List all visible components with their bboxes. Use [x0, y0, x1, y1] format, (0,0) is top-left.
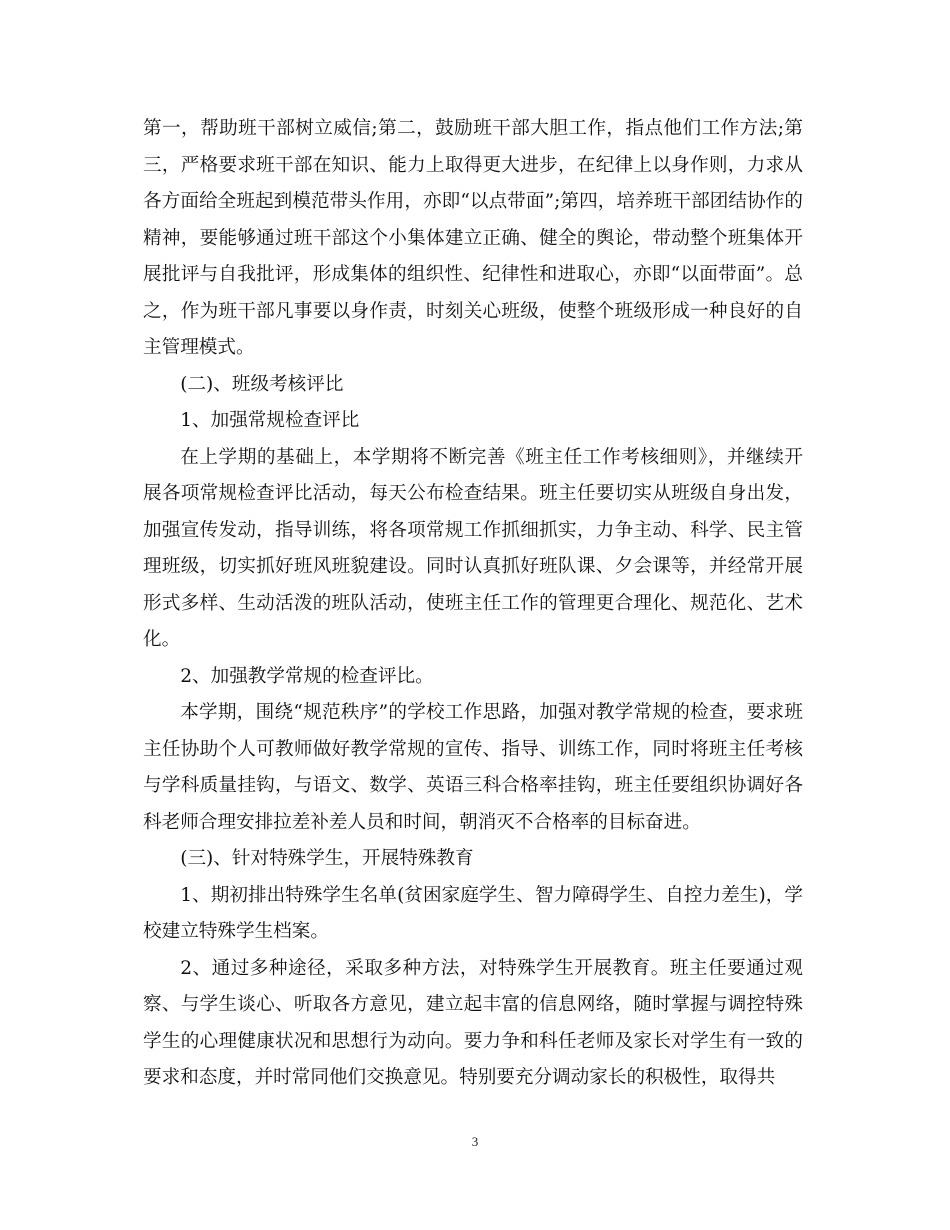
- paragraph-1: 第一，帮助班干部树立威信;第二，鼓励班干部大胆工作，指点他们工作方法;第三，严格要求班干部在知识、能力上取得更大进步，在纪律上以身作则，力求从各方面给全班起到模范带头作用，亦即“以点带面”;第四，培养班干部团结协作的精神，要能够通过班干部这个小集体建立正确、健全的舆论，带动整个班集体开展批评与自我批评，形成集体的组织性、纪律性和进取心，亦即“以面带面”。总之，作为班干部凡事要以身作责，时刻关心班级，使整个班级形成一种良好的自主管理模式。: [143, 118, 803, 358]
- page-number: 3: [471, 1134, 479, 1149]
- page-body: [143, 111, 803, 1097]
- subheading-2: 2、加强教学常规的检查评比。: [180, 665, 434, 687]
- paragraph-5: 2、通过多种途径，采取多种方法，对特殊学生开展教育。班主任要通过观察、与学生谈心、听取各方意见，建立起丰富的信息网络，随时掌握与调控特殊学生的心理健康状况和思想行为动向。要力争和科任老师及家长对学生有一致的要求和态度，并时常同他们交换意见。特别要充分调动家长的积极性，取得共: [143, 957, 803, 1088]
- paragraph-2: 在上学期的基础上，本学期将不断完善《班主任工作考核细则》，并继续开展各项常规检查评比活动，每天公布检查结果。班主任要切实从班级自身出发，加强宣传发动，指导训练，将各项常规工作抓细抓实，力争主动、科学、民主管理班级，切实抓好班风班貌建设。同时认真抓好班队课、夕会课等，并经常开展形式多样、生动活泼的班队活动，使班主任工作的管理更合理化、规范化、艺术化。: [143, 446, 803, 650]
- subheading-1: 1、加强常规检查评比: [180, 410, 360, 431]
- section-heading-2: (二)、班级考核评比: [180, 373, 344, 395]
- section-heading-3: (三)、针对特殊学生，开展特殊教育: [180, 848, 474, 869]
- paragraph-3: 本学期，围绕“规范秩序”的学校工作思路，加强对教学常规的检查，要求班主任协助个人可教师做好教学常规的宣传、指导、训练工作，同时将班主任考核与学科质量挂钩，与语文、数学、英语三科合格率挂钩，班主任要组织协调好各科老师合理安排拉差补差人员和时间，朝消灭不合格率的目标奋进。: [143, 702, 803, 833]
- paragraph-4: 1、期初排出特殊学生名单(贫困家庭学生、智力障碍学生、自控力差生)，学校建立特殊学生档案。: [143, 884, 803, 942]
